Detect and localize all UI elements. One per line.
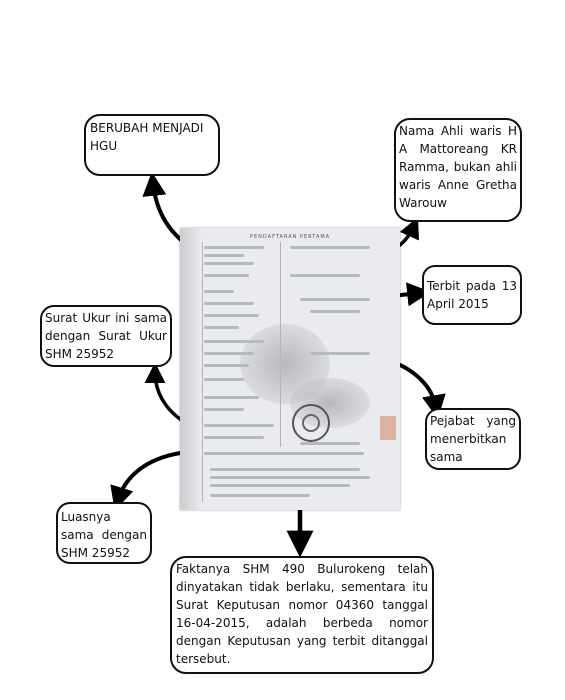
note-berubah-menjadi-hgu: [84, 114, 220, 176]
note-text: Luasnya sama dengan SHM 25952: [61, 510, 147, 560]
note-text: Faktanya SHM 490 Bulurokeng telah dinyatakan tidak berlaku, sementara itu Surat Keputusan nomor 04360 tanggal 16-04-2015, adalah berbeda nomor dengan Keputusan yang terbit ditanggal tersebut.: [176, 562, 428, 666]
note-text: Terbit pada 13 April 2015: [427, 279, 517, 311]
note-faktanya: [170, 556, 434, 674]
note-pejabat: [425, 408, 521, 470]
seal-emblem: [292, 404, 330, 442]
note-nama-ahli-waris: [394, 118, 522, 222]
note-terbit-pada: [422, 265, 522, 325]
note-text: Pejabat yang menerbitkan sama: [430, 414, 516, 464]
note-luasnya: [56, 502, 152, 564]
note-text: BERUBAH MENJADI HGU: [90, 121, 204, 153]
certificate-document-image: [180, 228, 400, 510]
document-header: PENDAFTARAN PERTAMA: [250, 234, 331, 240]
revenue-stamp: [380, 416, 396, 440]
note-text: Nama Ahli waris H A Mattoreang KR Ramma, bukan ahli waris Anne Gretha Warouw: [399, 124, 517, 210]
arrow-to-luasnya: [118, 452, 188, 500]
note-text: Surat Ukur ini sama dengan Surat Ukur SHM 25952: [45, 311, 167, 361]
note-surat-ukur: [40, 305, 172, 367]
